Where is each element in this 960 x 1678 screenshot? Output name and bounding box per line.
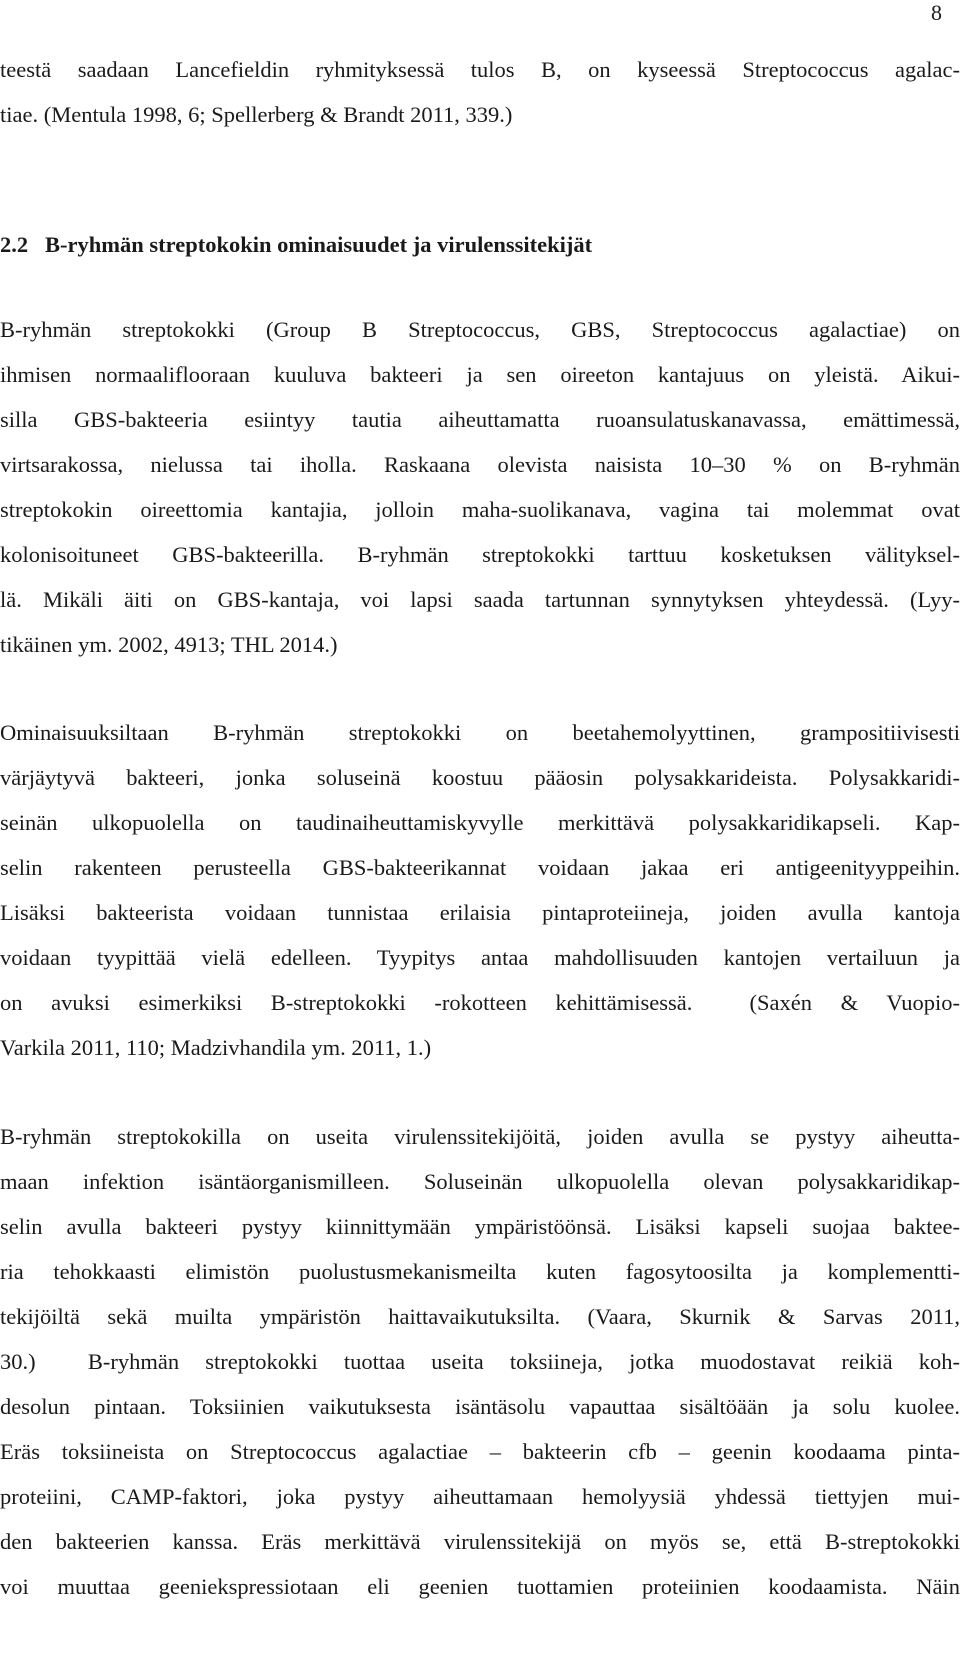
text-line: Eräs toksiineista on Streptococcus agalactiae – bakteerin cfb – geenin koodaama pinta- — [0, 1439, 960, 1464]
text-line: selin avulla bakteeri pystyy kiinnittymään ympäristöönsä. Lisäksi kapseli suojaa baktee- — [0, 1214, 960, 1239]
text-line: B-ryhmän streptokokki (Group B Streptococcus, GBS, Streptococcus agalactiae) on — [0, 317, 960, 342]
text-line: voidaan tyypittää vielä edelleen. Tyypitys antaa mahdollisuuden kantojen vertailuun ja — [0, 945, 960, 970]
page-number: 8 — [931, 0, 942, 25]
text-line: 30.) B-ryhmän streptokokki tuottaa useita toksiineja, jotka muodostavat reikiä koh- — [0, 1349, 960, 1374]
text-line: silla GBS-bakteeria esiintyy tautia aiheuttamatta ruoansulatuskanavassa, emättimessä, — [0, 407, 960, 432]
section-heading: 2.2 B-ryhmän streptokokin ominaisuudet ja virulenssitekijät — [0, 232, 593, 257]
text-line: selin rakenteen perusteella GBS-bakteerikannat voidaan jakaa eri antigeenityyppeihin. — [0, 855, 960, 880]
text-line: Lisäksi bakteerista voidaan tunnistaa erilaisia pintaproteiineja, joiden avulla kantoja — [0, 900, 960, 925]
text-line: streptokokin oireettomia kantajia, jolloin maha-suolikanava, vagina tai molemmat ovat — [0, 497, 960, 522]
text-line: B-ryhmän streptokokilla on useita virulenssitekijöitä, joiden avulla se pystyy aiheutta- — [0, 1124, 960, 1149]
text-line: Ominaisuuksiltaan B-ryhmän streptokokki on beetahemolyyttinen, grampositiivisesti — [0, 720, 960, 745]
text-line: seinän ulkopuolella on taudinaiheuttamiskyvylle merkittävä polysakkaridikapseli. Kap- — [0, 810, 960, 835]
text-line: Varkila 2011, 110; Madzivhandila ym. 2011, 1.) — [0, 1035, 432, 1060]
text-line: tekijöiltä sekä muilta ympäristön haittavaikutuksilta. (Vaara, Skurnik & Sarvas 2011, — [0, 1304, 960, 1329]
text-line: desolun pintaan. Toksiinien vaikutuksesta isäntäsolu vapauttaa sisältöään ja solu kuolee. — [0, 1394, 960, 1419]
text-line: tikäinen ym. 2002, 4913; THL 2014.) — [0, 632, 338, 657]
text-line: virtsarakossa, nielussa tai iholla. Raskaana olevista naisista 10–30 % on B-ryhmän — [0, 452, 960, 477]
text-line: voi muuttaa geeniekspressiotaan eli geenien tuottamien proteiinien koodaamista. Näin — [0, 1574, 960, 1599]
text-line: ria tehokkaasti elimistön puolustusmekanismeilta kuten fagosytoosilta ja komplementti- — [0, 1259, 960, 1284]
text-line: kolonisoituneet GBS-bakteerilla. B-ryhmän streptokokki tarttuu kosketuksen välityksel- — [0, 542, 960, 567]
text-line: ihmisen normaaliflooraan kuuluva bakteeri ja sen oireeton kantajuus on yleistä. Aikui- — [0, 362, 960, 387]
text-line: proteiini, CAMP-faktori, joka pystyy aiheuttamaan hemolyysiä yhdessä tiettyjen mui- — [0, 1484, 960, 1509]
text-line: tiae. (Mentula 1998, 6; Spellerberg & Brandt 2011, 339.) — [0, 102, 513, 127]
text-line: teestä saadaan Lancefieldin ryhmityksessä tulos B, on kyseessä Streptococcus agalac- — [0, 57, 960, 82]
text-line: maan infektion isäntäorganismilleen. Soluseinän ulkopuolella olevan polysakkaridikap- — [0, 1169, 960, 1194]
text-line: värjäytyvä bakteeri, jonka soluseinä koostuu pääosin polysakkarideista. Polysakkaridi- — [0, 765, 960, 790]
text-line: on avuksi esimerkiksi B-streptokokki -rokotteen kehittämisessä. (Saxén & Vuopio- — [0, 990, 960, 1015]
text-line: lä. Mikäli äiti on GBS-kantaja, voi lapsi saada tartunnan synnytyksen yhteydessä. (Lyy- — [0, 587, 960, 612]
text-line: den bakteerien kanssa. Eräs merkittävä virulenssitekijä on myös se, että B-streptokokki — [0, 1529, 960, 1554]
